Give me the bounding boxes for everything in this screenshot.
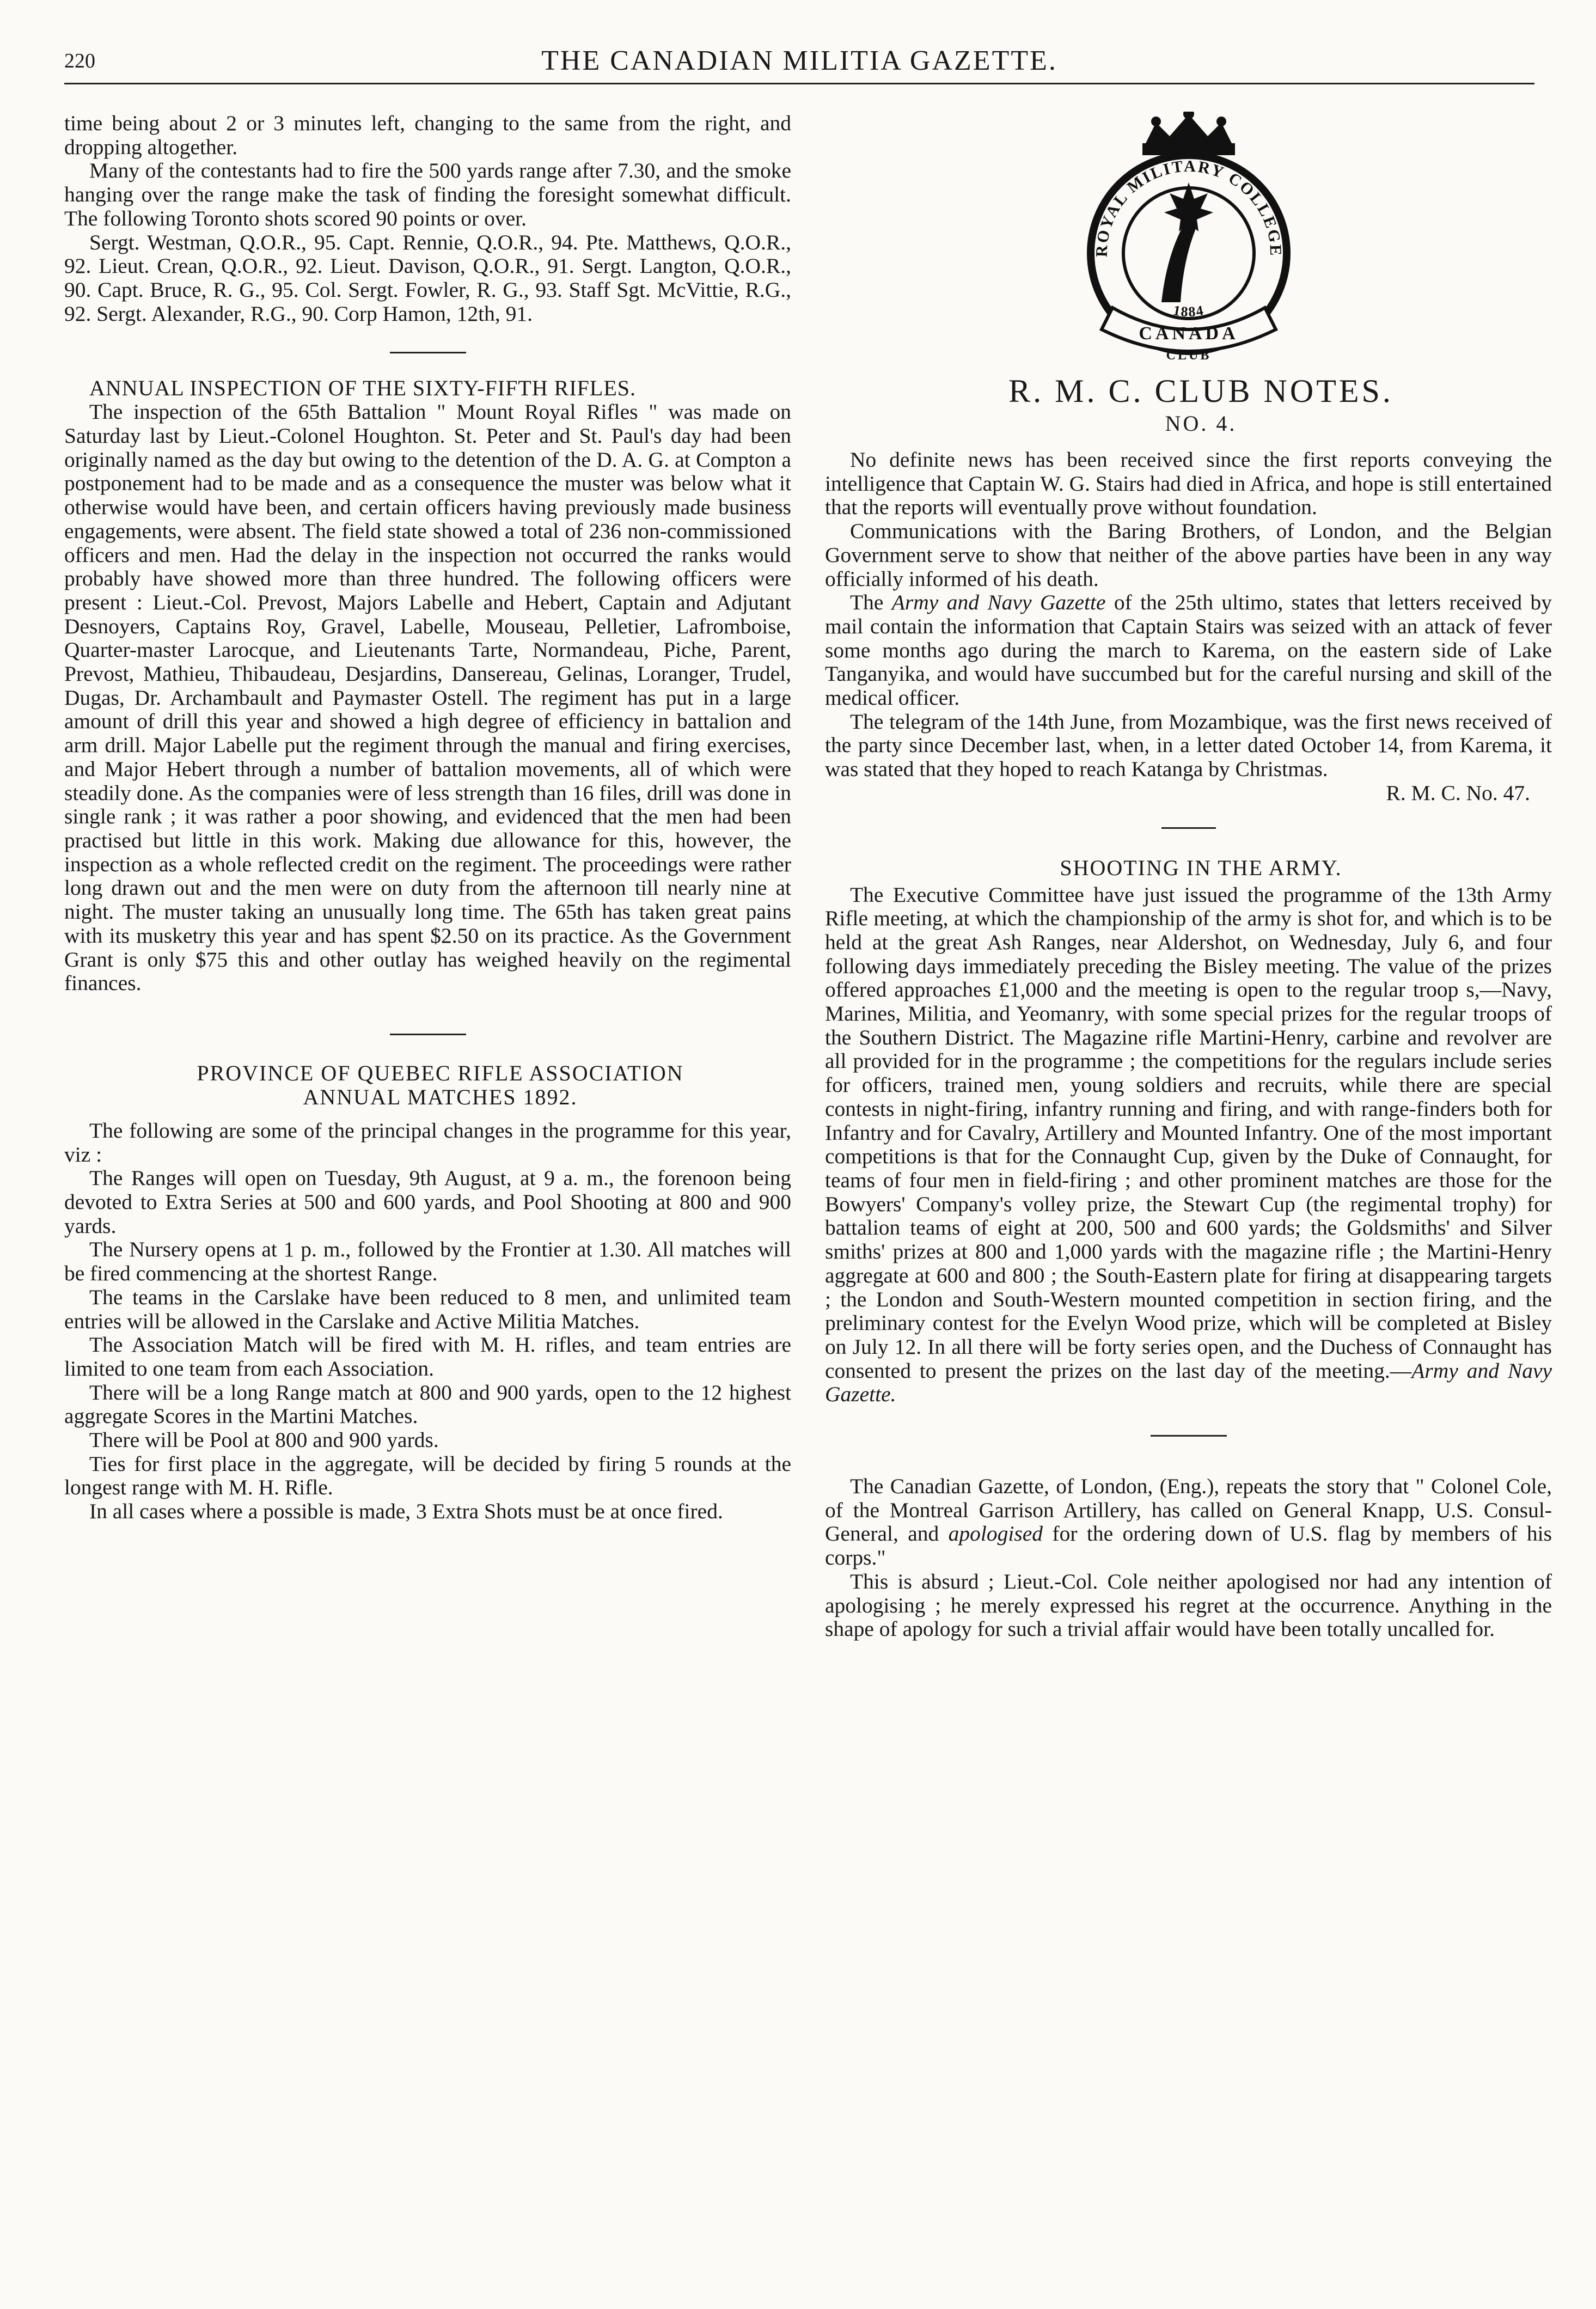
article-paragraph: Many of the contestants had to fire the 500 yards range after 7.30, and the smoke hanging over the range make the task of finding the foresight somewhat difficult. The following Toronto shots scored 90 points or over. (64, 158, 791, 230)
section-divider (1151, 1435, 1227, 1437)
right-column (825, 112, 1552, 1641)
svg-text:CANADA: CANADA (1138, 323, 1239, 344)
canadian-gazette-article (825, 1475, 1552, 1641)
club-notes-title: R. M. C. CLUB NOTES. (1008, 373, 1393, 409)
emphasis: apologised (948, 1522, 1043, 1546)
article-paragraph: Ties for first place in the aggregate, will be decided by firing 5 rounds at the longest range with M. H. Rifle. (64, 1451, 791, 1500)
army-shooting-article (825, 856, 1552, 1407)
score-list: Sergt. Westman, Q.O.R., 95. Capt. Rennie, Q.O.R., 94. Pte. Matthews, Q.O.R., 92. Lieut. Crean, Q.O.R., 92. Lieut. Davison, Q.O.R., 91. Sergt. Langton, Q.O.R., 90. Capt. Bruce, R. G., 95. Col. Sergt. Fowler, R. G., 93. Staff Sgt. McVittie, R.G., 92. Sergt. Alexander, R.G., 90. Corp Hamon, 12th, 91. (64, 230, 791, 326)
section-divider (390, 1034, 466, 1035)
article-paragraph: In all cases where a possible is made, 3 Extra Shots must be at once fired. (89, 1499, 723, 1524)
article-paragraph: There will be a long Range match at 800 and 900 yards, open to the 12 highest aggregate Scores in the Martini Matches. (64, 1380, 791, 1428)
article-paragraph: The telegram of the 14th June, from Mozambique, was the first news received of the party since December last, when, in a letter dated October 14, from Karema, it was stated that they hoped to reach Katanga by Christmas. (825, 709, 1552, 781)
section-divider (1161, 827, 1216, 829)
article-paragraph: The teams in the Carslake have been reduced to 8 men, and unlimited team entries will be allowed in the Carslake and Active Militia Matches. (64, 1285, 791, 1333)
article-paragraph: The Nursery opens at 1 p. m., followed by the Frontier at 1.30. All matches will be fired commencing at the shortest Range. (64, 1237, 791, 1286)
article-paragraph: The inspection of the 65th Battalion " Mount Royal Rifles " was made on Saturday last by Lieut.-Colonel Houghton. St. Peter and St. Paul's day had been originally named as the day but owing to the detention of the D. A. G. at Compton a postponement had to be made and as a consequence the muster was below what it otherwise would have been, and certain officers having previously made business engagements, were absent. The field state showed a total of 236 non-commissioned officers and men. Had the delay in the inspection not occurred the ranks would probably have showed more than three hundred. The following officers were present : Lieut.-Col. Prevost, Majors Labelle and Hebert, Captain and Adjutant Desnoyers, Captains Roy, Gravel, Labelle, Mouseau, Pelletier, Lafromboise, Quarter-master Larocque, and Lieutenants Tarte, Normandeau, Piche, Parent, Prevost, Mathieu, Thibaudeau, Desjardins, Dansereau, Gelinas, Loranger, Trudel, Dugas, Dr. Archambault and Paymaster Ostell. The regiment has put in a large amount of drill this year and showed a high degree of efficiency in battalion and arm drill. Major Labelle put the regiment through the manual and firing exercises, and Major Hebert through a number of battalion movements, all of which were steadily done. As the companies were of less strength than 16 files, drill was done in single rank ; it was rather a poor showing, and evidenced that the men had been practised but little in this work. Making due allowance for this, however, the inspection as a whole reflected credit on the regiment. The proceedings were rather long drawn out and the men were on duty from the afternoon till nearly nine at night. The muster taking an unusually long time. The 65th has taken great pains with its musketry this year and has spent $2.50 on its practice. As the Government Grant is only $75 this and other outlay has weighed heavily on the regimental finances. (64, 400, 791, 995)
quebec-rifle-article (64, 1061, 791, 1524)
rmc-club-crest-icon (1074, 112, 1303, 368)
left-column (64, 112, 791, 1524)
svg-text:1884: 1884 (1171, 302, 1206, 320)
inspection-article (64, 376, 791, 995)
article-paragraph: The following are some of the principal changes in the programme for this year, viz : (64, 1118, 791, 1166)
section-divider (390, 352, 466, 353)
svg-text:CLUB: CLUB (1166, 349, 1211, 363)
article-signature: R. M. C. No. 47. (1386, 780, 1530, 805)
article-paragraph: The Association Match will be fired with M. H. rifles, and team entries are limited to one team from each Association. (64, 1333, 791, 1380)
article-paragraph: The Ranges will open on Tuesday, 9th August, at 9 a. m., the forenoon being devoted to Extra Series at 500 and 600 yards, and Pool Shooting at 800 and 900 yards. (64, 1166, 791, 1238)
article-paragraph: This is absurd ; Lieut.-Col. Cole neither apologised nor had any intention of apologising ; he merely expressed his regret at the occurrence. Anything in the shape of apology for such a trivial affair would have been totally uncalled for. (825, 1569, 1552, 1641)
article-paragraph: There will be Pool at 800 and 900 yards. (89, 1428, 439, 1452)
article-paragraph: No definite news has been received since the first reports conveying the intelligence that Captain W. G. Stairs had died in Africa, and hope is still entertained that the reports will eventually prove without foundation. (825, 448, 1552, 520)
page-header (64, 45, 1534, 84)
club-notes-number: NO. 4. (1165, 411, 1237, 436)
quebec-heading-line2: ANNUAL MATCHES 1892. (303, 1084, 578, 1109)
army-shooting-heading: SHOOTING IN THE ARMY. (1060, 855, 1342, 880)
shooting-continued-article (64, 112, 791, 326)
club-notes-article (825, 448, 1552, 805)
article-paragraph: The Army and Navy Gazette of the 25th ultimo, states that letters received by mail contain the information that Captain Stairs was seized with an attack of fever some months ago during the march to Karema, on the eastern side of Lake Tanganyika, and would have succumbed but for the careful nursing and skill of the medical officer. (825, 590, 1552, 710)
article-paragraph: The Canadian Gazette, of London, (Eng.), repeats the story that " Colonel Cole, of the Montreal Garrison Artillery, has called on General Knapp, U.S. Consul-General, and apologised for the ordering down of U.S. flag by members of his corps." (825, 1474, 1552, 1570)
crest-graphic (1074, 112, 1303, 368)
journal-title: THE CANADIAN MILITIA GAZETTE. (541, 45, 1057, 76)
quebec-heading-line1: PROVINCE OF QUEBEC RIFLE ASSOCIATION (197, 1060, 684, 1085)
article-paragraph: Communications with the Baring Brothers, of London, and the Belgian Government serve to show that neither of the above parties have been in any way officially informed of his death. (825, 519, 1552, 591)
page-number: 220 (64, 50, 95, 72)
article-paragraph: The Executive Committee have just issued the programme of the 13th Army Rifle meeting, at which the championship of the army is shot for, and which is to be held at the great Ash Ranges, near Aldershot, on Wednesday, July 6, and four following days immediately preceding the Bisley meeting. The value of the prizes offered approaches £1,000 and the meeting is open to the regular troop s,—Navy, Marines, Militia, and Yeomanry, with some special prizes for the regular troops of the Southern District. The Magazine rifle Martini-Henry, carbine and revolver are all provided for in the programme ; the competitions for the regulars include series for officers, trained men, young soldiers and recruits, while there are special contests in night-firing, infantry running and firing, and with range-finders both for Infantry and for Cavalry, Artillery and Mounted Infantry. One of the most important competitions is that for the Connaught Cup, given by the Duke of Connaught, for teams of four men in field-firing ; and other prominent matches are those for the Bowyers' Company's volley prize, the Stewart Cup (the regimental trophy) for battalion teams of eight at 200, 500 and 600 yards; the Goldsmiths' and Silver smiths' prizes at 800 and 1,000 yards with the magazine rifle ; the Martini-Henry aggregate at 600 and 800 ; the South-Eastern plate for firing at disappearing targets ; the London and South-Western mounted competition in section firing, and the preliminary contest for the Evelyn Wood prize, which will be completed at Bisley on July 12. In all there will be forty series open, and the Duchess of Connaught has consented to present the prizes on the last day of the meeting.—Army and Navy Gazette. (825, 882, 1552, 1407)
article-source: Army and Navy Gazette. (825, 1358, 1552, 1407)
svg-text:ROYAL MILITARY COLLEGE: ROYAL MILITARY COLLEGE (1092, 157, 1285, 258)
inspection-heading: ANNUAL INSPECTION OF THE SIXTY-FIFTH RIFLES. (89, 376, 637, 401)
article-paragraph: time being about 2 or 3 minutes left, changing to the same from the right, and dropping altogether. (64, 111, 791, 159)
publication-name: Army and Navy Gazette (891, 590, 1106, 615)
